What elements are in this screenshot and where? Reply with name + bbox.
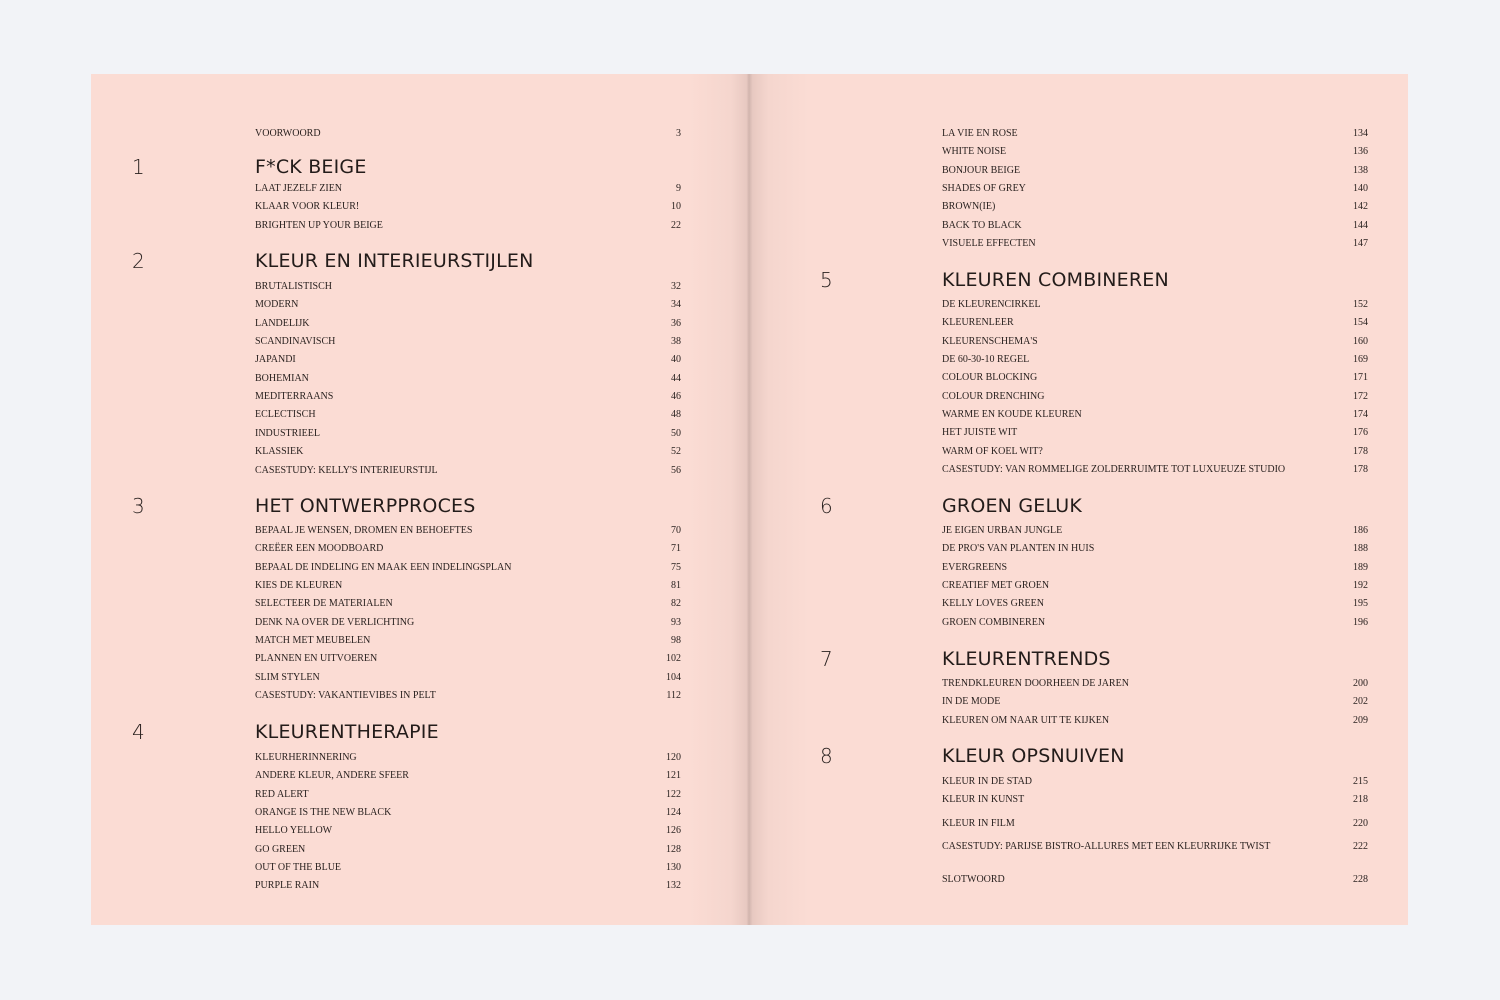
toc-page-number: 102 — [666, 653, 681, 664]
toc-entry: PLANNEN EN UITVOEREN — [255, 653, 378, 664]
toc-entry: ORANGE IS THE NEW BLACK — [255, 807, 392, 818]
toc-entry: DE 60-30-10 REGEL — [942, 354, 1030, 365]
toc-page-number: 140 — [1353, 183, 1368, 194]
toc-entry: BOHEMIAN — [255, 373, 309, 384]
toc-entry: RED ALERT — [255, 789, 309, 800]
toc-page-number: 70 — [671, 525, 681, 536]
toc-page-number: 202 — [1353, 696, 1368, 707]
toc-entry: MATCH MET MEUBELEN — [255, 635, 371, 646]
toc-entry: CASESTUDY: VAN ROMMELIGE ZOLDERRUIMTE TOT LUXUEUZE STUDIO — [942, 464, 1286, 475]
toc-page-number: 104 — [666, 672, 681, 683]
toc-page-number: 3 — [676, 128, 681, 139]
toc-entry: CREATIEF MET GROEN — [942, 580, 1050, 591]
chapter-title: KLEURENTHERAPIE — [255, 721, 439, 743]
chapter-number: 4 — [132, 720, 145, 744]
chapter-number: 8 — [820, 744, 833, 768]
toc-page-number: 46 — [671, 391, 681, 402]
toc-page-number: 218 — [1353, 794, 1368, 805]
toc-entry: INDUSTRIEEL — [255, 428, 320, 439]
chapter-number: 1 — [132, 155, 145, 179]
toc-page-number: 93 — [671, 617, 681, 628]
toc-entry: BROWN(IE) — [942, 201, 996, 212]
toc-page-number: 186 — [1353, 525, 1368, 536]
toc-entry: IN DE MODE — [942, 696, 1001, 707]
toc-entry: KLEURENLEER — [942, 317, 1014, 328]
chapter-title: KLEURENTRENDS — [942, 648, 1111, 670]
toc-entry: SELECTEER DE MATERIALEN — [255, 598, 393, 609]
toc-page-number: 112 — [666, 690, 681, 701]
toc-page-number: 142 — [1353, 201, 1368, 212]
toc-page-number: 172 — [1353, 391, 1368, 402]
toc-entry: BEPAAL DE INDELING EN MAAK EEN INDELINGSPLAN — [255, 562, 512, 573]
toc-page-number: 38 — [671, 336, 681, 347]
left-page — [91, 74, 749, 925]
toc-entry: BRIGHTEN UP YOUR BEIGE — [255, 220, 383, 231]
chapter-title: KLEUR EN INTERIEURSTIJLEN — [255, 250, 534, 272]
toc-page-number: 122 — [666, 789, 681, 800]
toc-entry: KLEURENSCHEMA'S — [942, 336, 1038, 347]
toc-page-number: 98 — [671, 635, 681, 646]
toc-page-number: 189 — [1353, 562, 1368, 573]
toc-page-number: 174 — [1353, 409, 1368, 420]
toc-page-number: 188 — [1353, 543, 1368, 554]
toc-entry: CASESTUDY: PARIJSE BISTRO-ALLURES MET EEN KLEURRIJKE TWIST — [942, 841, 1271, 852]
toc-entry: KLEUREN OM NAAR UIT TE KIJKEN — [942, 715, 1110, 726]
toc-entry: CREËER EEN MOODBOARD — [255, 543, 384, 554]
chapter-number: 2 — [132, 249, 145, 273]
toc-page-number: 40 — [671, 354, 681, 365]
toc-page-number: 22 — [671, 220, 681, 231]
toc-entry: KLEURHERINNERING — [255, 752, 357, 763]
toc-entry: HELLO YELLOW — [255, 825, 333, 836]
toc-page-number: 200 — [1353, 678, 1368, 689]
toc-page-number: 9 — [676, 183, 681, 194]
toc-entry: JAPANDI — [255, 354, 296, 365]
toc-page-number: 132 — [666, 880, 681, 891]
toc-page-number: 196 — [1353, 617, 1368, 628]
toc-page-number: 192 — [1353, 580, 1368, 591]
toc-entry: KLEUR IN FILM — [942, 818, 1015, 829]
right-page — [749, 74, 1408, 925]
toc-page-number: 71 — [671, 543, 681, 554]
toc-entry: TRENDKLEUREN DOORHEEN DE JAREN — [942, 678, 1129, 689]
toc-page-number: 147 — [1353, 238, 1368, 249]
toc-page-number: 160 — [1353, 336, 1368, 347]
toc-entry: WHITE NOISE — [942, 146, 1007, 157]
toc-page-number: 50 — [671, 428, 681, 439]
toc-page-number: 195 — [1353, 598, 1368, 609]
toc-entry: SLIM STYLEN — [255, 672, 320, 683]
toc-page-number: 121 — [666, 770, 681, 781]
toc-entry: ANDERE KLEUR, ANDERE SFEER — [255, 770, 409, 781]
toc-entry: BACK TO BLACK — [942, 220, 1022, 231]
chapter-title: GROEN GELUK — [942, 495, 1083, 517]
toc-page-number: 120 — [666, 752, 681, 763]
toc-entry: SHADES OF GREY — [942, 183, 1026, 194]
toc-entry: SCANDINAVISCH — [255, 336, 336, 347]
toc-entry: KLEUR IN KUNST — [942, 794, 1025, 805]
toc-entry: WARM OF KOEL WIT? — [942, 446, 1043, 457]
chapter-number: 5 — [820, 268, 833, 292]
toc-page-number: 136 — [1353, 146, 1368, 157]
toc-entry: BEPAAL JE WENSEN, DROMEN EN BEHOEFTES — [255, 525, 473, 536]
toc-page-number: 32 — [671, 281, 681, 292]
toc-entry: BONJOUR BEIGE — [942, 165, 1021, 176]
toc-entry: OUT OF THE BLUE — [255, 862, 342, 873]
toc-entry: COLOUR BLOCKING — [942, 372, 1038, 383]
toc-page-number: 134 — [1353, 128, 1368, 139]
toc-entry: COLOUR DRENCHING — [942, 391, 1045, 402]
toc-page-number: 36 — [671, 318, 681, 329]
toc-page-number: 154 — [1353, 317, 1368, 328]
toc-entry: WARME EN KOUDE KLEUREN — [942, 409, 1082, 420]
toc-page-number: 209 — [1353, 715, 1368, 726]
toc-page-number: 75 — [671, 562, 681, 573]
toc-entry: KIES DE KLEUREN — [255, 580, 343, 591]
toc-entry: CASESTUDY: VAKANTIEVIBES IN PELT — [255, 690, 436, 701]
toc-page-number: 220 — [1353, 818, 1368, 829]
toc-page-number: 178 — [1353, 446, 1368, 457]
toc-page-number: 128 — [666, 844, 681, 855]
toc-page-number: 171 — [1353, 372, 1368, 383]
toc-page-number: 130 — [666, 862, 681, 873]
toc-entry: ECLECTISCH — [255, 409, 316, 420]
toc-entry: DE PRO'S VAN PLANTEN IN HUIS — [942, 543, 1095, 554]
book-spread — [91, 74, 1408, 925]
chapter-title: HET ONTWERPPROCES — [255, 495, 476, 517]
toc-page-number: 10 — [671, 201, 681, 212]
toc-page-number: 52 — [671, 446, 681, 457]
chapter-title: KLEUREN COMBINEREN — [942, 269, 1169, 291]
toc-entry: VISUELE EFFECTEN — [942, 238, 1036, 249]
toc-entry: GO GREEN — [255, 844, 306, 855]
chapter-title: F*CK BEIGE — [255, 156, 367, 178]
toc-entry-closing: SLOTWOORD — [942, 874, 1005, 885]
toc-page-number: 34 — [671, 299, 681, 310]
toc-page-number: 138 — [1353, 165, 1368, 176]
toc-page-number: 56 — [671, 465, 681, 476]
toc-page-number: 215 — [1353, 776, 1368, 787]
toc-entry: KELLY LOVES GREEN — [942, 598, 1044, 609]
toc-page-number: 176 — [1353, 427, 1368, 438]
chapter-number: 3 — [132, 494, 145, 518]
toc-page-number: 44 — [671, 373, 681, 384]
toc-page-number: 82 — [671, 598, 681, 609]
toc-page-number: 144 — [1353, 220, 1368, 231]
chapter-number: 7 — [820, 647, 833, 671]
toc-page-number: 228 — [1353, 874, 1368, 885]
toc-entry: GROEN COMBINEREN — [942, 617, 1046, 628]
toc-entry: HET JUISTE WIT — [942, 427, 1018, 438]
toc-page-number: 124 — [666, 807, 681, 818]
toc-entry-foreword: VOORWOORD — [255, 128, 321, 139]
chapter-title: KLEUR OPSNUIVEN — [942, 745, 1125, 767]
toc-page-number: 169 — [1353, 354, 1368, 365]
toc-entry: LAAT JEZELF ZIEN — [255, 183, 343, 194]
toc-entry: JE EIGEN URBAN JUNGLE — [942, 525, 1063, 536]
toc-entry: BRUTALISTISCH — [255, 281, 332, 292]
toc-entry: LA VIE EN ROSE — [942, 128, 1018, 139]
toc-page-number: 152 — [1353, 299, 1368, 310]
toc-page-number: 178 — [1353, 464, 1368, 475]
toc-entry: CASESTUDY: KELLY'S INTERIEURSTIJL — [255, 465, 438, 476]
toc-entry: KLEUR IN DE STAD — [942, 776, 1033, 787]
toc-page-number: 81 — [671, 580, 681, 591]
toc-entry: DE KLEURENCIRKEL — [942, 299, 1041, 310]
toc-entry: KLAAR VOOR KLEUR! — [255, 201, 360, 212]
toc-entry: KLASSIEK — [255, 446, 304, 457]
toc-entry: MODERN — [255, 299, 299, 310]
chapter-number: 6 — [820, 494, 833, 518]
toc-entry: DENK NA OVER DE VERLICHTING — [255, 617, 415, 628]
toc-entry: EVERGREENS — [942, 562, 1007, 573]
toc-page-number: 48 — [671, 409, 681, 420]
toc-entry: PURPLE RAIN — [255, 880, 320, 891]
toc-page-number: 222 — [1353, 841, 1368, 852]
toc-entry: MEDITERRAANS — [255, 391, 334, 402]
toc-page-number: 126 — [666, 825, 681, 836]
toc-entry: LANDELIJK — [255, 318, 310, 329]
